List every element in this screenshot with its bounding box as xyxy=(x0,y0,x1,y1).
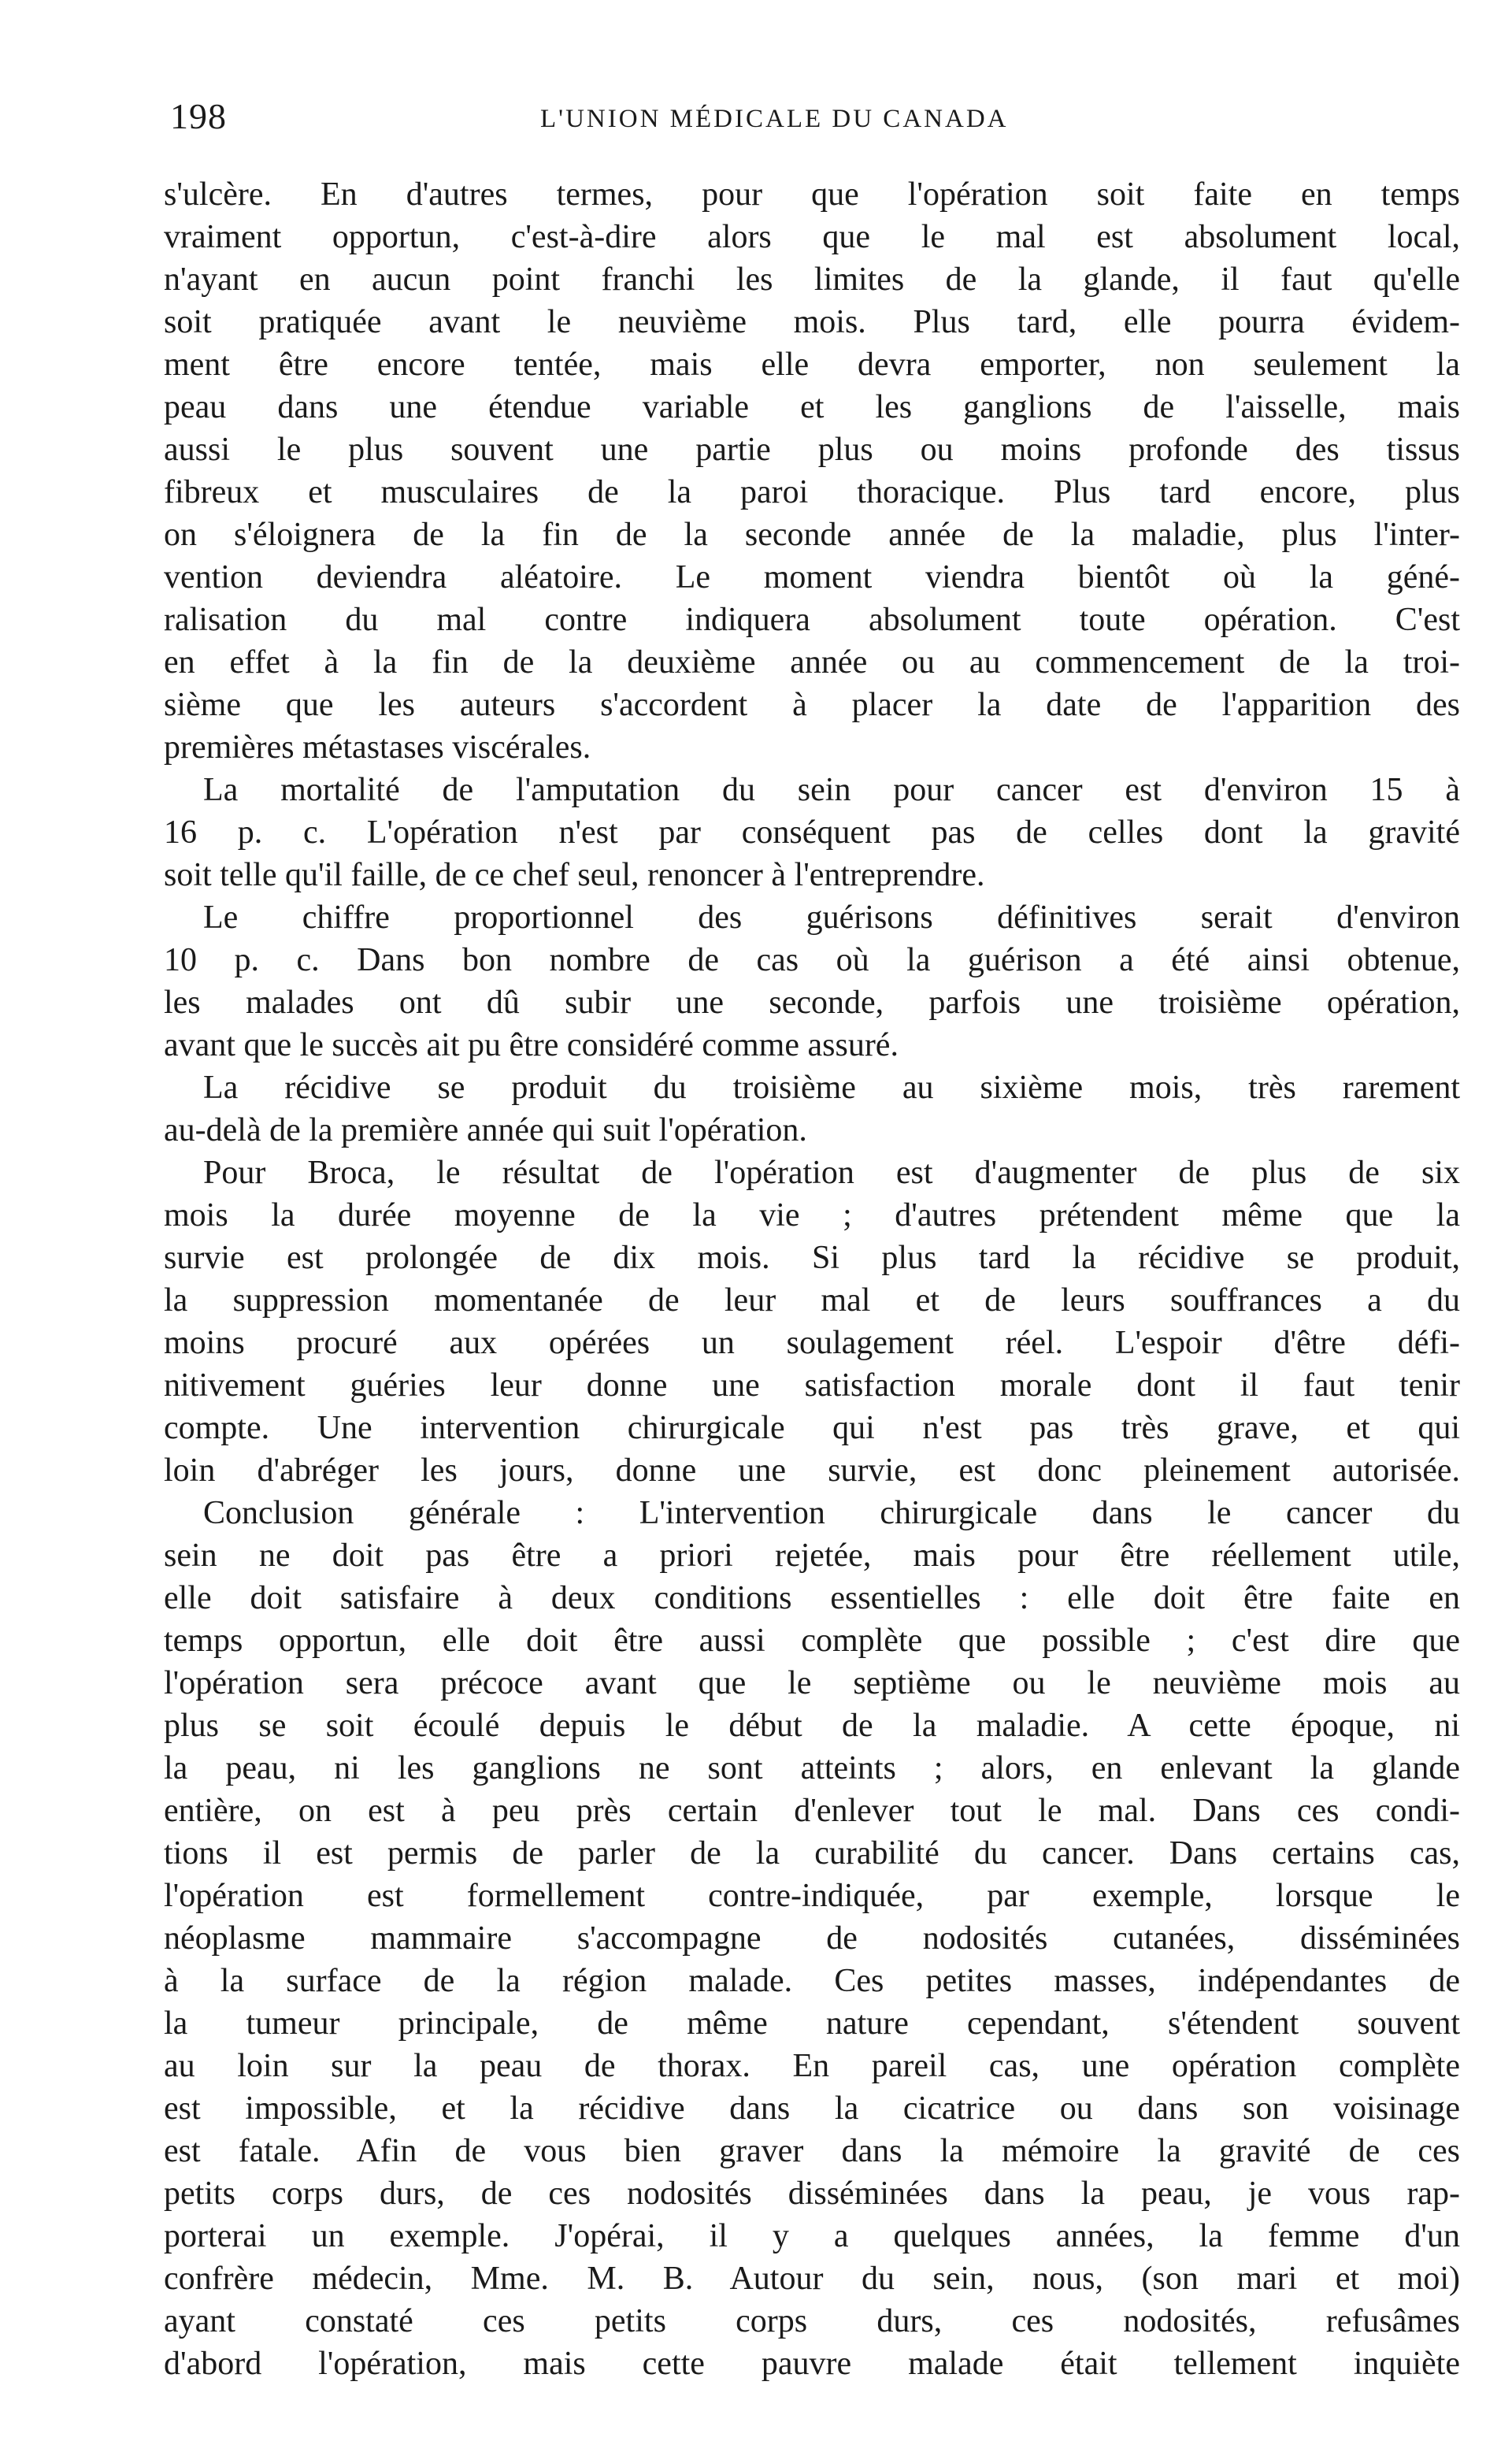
text-line: est impossible, et la récidive dans la cicatrice ou dans son voisinage xyxy=(164,2090,1460,2127)
running-title: L'UNION MÉDICALE DU CANADA xyxy=(540,105,1009,133)
text-line: Conclusion générale : L'intervention chirurgicale dans le cancer du xyxy=(203,1495,1460,1531)
text-line: en effet à la fin de la deuxième année ou au commencement de la troi- xyxy=(164,644,1460,681)
text-line: la tumeur principale, de même nature cependant, s'étendent souvent xyxy=(164,2005,1460,2042)
text-line: soit telle qu'il faille, de ce chef seul, renoncer à l'entreprendre. xyxy=(164,857,985,893)
text-line: moins procuré aux opérées un soulagement réel. L'espoir d'être défi- xyxy=(164,1325,1460,1361)
text-line: 10 p. c. Dans bon nombre de cas où la guérison a été ainsi obtenue, xyxy=(164,942,1460,978)
text-line: peau dans une étendue variable et les ganglions de l'aisselle, mais xyxy=(164,389,1460,425)
text-line: ayant constaté ces petits corps durs, ces nodosités, refusâmes xyxy=(164,2303,1460,2339)
text-line: est fatale. Afin de vous bien graver dans la mémoire la gravité de ces xyxy=(164,2133,1460,2169)
text-line: au-delà de la première année qui suit l'opération. xyxy=(164,1112,807,1148)
text-line: vraiment opportun, c'est-à-dire alors que le mal est absolument local, xyxy=(164,219,1460,255)
text-line: tions il est permis de parler de la curabilité du cancer. Dans certains cas, xyxy=(164,1835,1460,1871)
text-line: sième que les auteurs s'accordent à placer la date de l'apparition des xyxy=(164,687,1460,723)
text-line: mois la durée moyenne de la vie ; d'autres prétendent même que la xyxy=(164,1197,1460,1233)
text-line: premières métastases viscérales. xyxy=(164,729,591,766)
text-line: temps opportun, elle doit être aussi complète que possible ; c'est dire que xyxy=(164,1623,1460,1659)
text-line: elle doit satisfaire à deux conditions essentielles : elle doit être faite en xyxy=(164,1580,1460,1616)
text-line: petits corps durs, de ces nodosités disséminées dans la peau, je vous rap- xyxy=(164,2176,1460,2212)
page-header xyxy=(170,93,1457,140)
text-line: soit pratiquée avant le neuvième mois. Plus tard, elle pourra évidem- xyxy=(164,304,1460,340)
text-line: loin d'abréger les jours, donne une survie, est donc pleinement autorisée. xyxy=(164,1452,1460,1489)
text-line: compte. Une intervention chirurgicale qui n'est pas très grave, et qui xyxy=(164,1410,1460,1446)
text-line: La récidive se produit du troisième au sixième mois, très rarement xyxy=(203,1070,1460,1106)
text-line: n'ayant en aucun point franchi les limites de la glande, il faut qu'elle xyxy=(164,262,1460,298)
page-number: 198 xyxy=(170,96,227,136)
text-line: fibreux et musculaires de la paroi thoracique. Plus tard encore, plus xyxy=(164,474,1460,510)
text-line: ment être encore tentée, mais elle devra emporter, non seulement la xyxy=(164,347,1460,383)
text-line: la suppression momentanée de leur mal et de leurs souffrances a du xyxy=(164,1282,1460,1319)
text-line: La mortalité de l'amputation du sein pour cancer est d'environ 15 à xyxy=(203,772,1460,808)
text-line: sein ne doit pas être a priori rejetée, mais pour être réellement utile, xyxy=(164,1538,1460,1574)
text-line: les malades ont dû subir une seconde, parfois une troisième opération, xyxy=(164,985,1460,1021)
text-line: Pour Broca, le résultat de l'opération est d'augmenter de plus de six xyxy=(203,1155,1460,1191)
text-line: nitivement guéries leur donne une satisfaction morale dont il faut tenir xyxy=(164,1367,1460,1404)
text-line: d'abord l'opération, mais cette pauvre malade était tellement inquiète xyxy=(164,2346,1460,2382)
text-line: 16 p. c. L'opération n'est par conséquent pas de celles dont la gravité xyxy=(164,814,1460,851)
text-line: l'opération sera précoce avant que le septième ou le neuvième mois au xyxy=(164,1665,1460,1701)
text-line: ralisation du mal contre indiquera absolument toute opération. C'est xyxy=(164,602,1460,638)
text-line: avant que le succès ait pu être considéré comme assuré. xyxy=(164,1027,899,1063)
text-line: survie est prolongée de dix mois. Si plus tard la récidive se produit, xyxy=(164,1240,1460,1276)
text-line: s'ulcère. En d'autres termes, pour que l'opération soit faite en temps xyxy=(164,176,1460,213)
text-line: à la surface de la région malade. Ces petites masses, indépendantes de xyxy=(164,1963,1460,1999)
text-line: on s'éloignera de la fin de la seconde année de la maladie, plus l'inter- xyxy=(164,517,1460,553)
text-line: Le chiffre proportionnel des guérisons définitives serait d'environ xyxy=(203,900,1460,936)
text-line: l'opération est formellement contre-indiquée, par exemple, lorsque le xyxy=(164,1878,1460,1914)
text-line: aussi le plus souvent une partie plus ou moins profonde des tissus xyxy=(164,432,1460,468)
text-line: entière, on est à peu près certain d'enlever tout le mal. Dans ces condi- xyxy=(164,1793,1460,1829)
text-line: confrère médecin, Mme. M. B. Autour du sein, nous, (son mari et moi) xyxy=(164,2261,1460,2297)
text-line: la peau, ni les ganglions ne sont atteints ; alors, en enlevant la glande xyxy=(164,1750,1460,1786)
body-text xyxy=(164,173,1460,2385)
text-line: au loin sur la peau de thorax. En pareil cas, une opération complète xyxy=(164,2048,1460,2084)
text-line: vention deviendra aléatoire. Le moment viendra bientôt où la géné- xyxy=(164,559,1460,595)
text-line: néoplasme mammaire s'accompagne de nodosités cutanées, disséminées xyxy=(164,1920,1460,1957)
text-line: porterai un exemple. J'opérai, il y a quelques années, la femme d'un xyxy=(164,2218,1460,2254)
text-line: plus se soit écoulé depuis le début de la maladie. A cette époque, ni xyxy=(164,1708,1460,1744)
